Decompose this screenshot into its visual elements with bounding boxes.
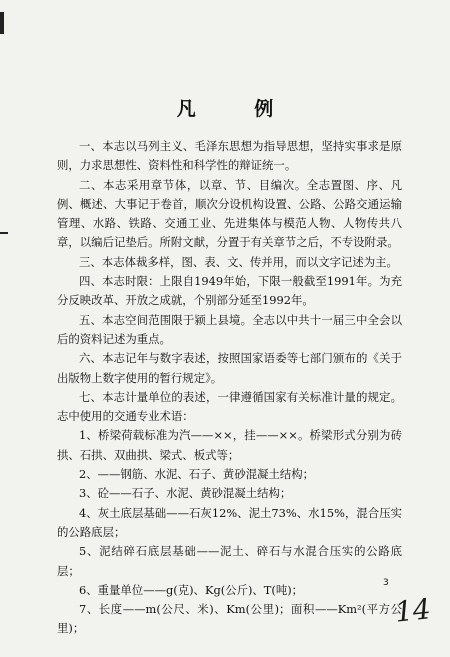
paragraph-3: 三、本志体裁多样，图、表、文、传并用，而以文字记述为主。 (79, 254, 398, 269)
list-item-1: 1、桥梁荷载标准为汽——××，挂——××。桥梁形式分别为砖拱、石拱、双曲拱、梁式、板式等； (57, 428, 402, 462)
paragraph-1: 一、本志以马列主义、毛泽东思想为指导思想，坚持实事求是原则，力求思想性、资料性和科学性的辩证统一。 (57, 139, 402, 173)
page-title: 凡 例 (176, 98, 300, 120)
list-item-4: 4、灰土底层基础——石灰12%、泥土73%、水15%，混合压实的公路底层； (57, 505, 402, 539)
handwritten-page-number: 14 (393, 592, 433, 629)
scan-binding-mark (0, 232, 8, 234)
scan-edge-mark (0, 12, 4, 34)
paragraph-6: 六、本志记年与数字表述，按照国家语委等七部门颁布的《关于出版物上数字使用的暂行规定》。 (57, 351, 402, 385)
body-text (57, 137, 402, 639)
list-item-2: 2、——钢筋、水泥、石子、黄砂混凝土结构； (79, 467, 315, 482)
list-item-6: 6、重量单位——g(克)、Kg(公斤)、T(吨)； (79, 582, 304, 597)
list-item-7: 7、长度——m(公尺、米)、Km(公里)；面积——Km²(平方公里)； (57, 602, 402, 636)
list-item-5: 5、泥结碎石底层基础——泥土、碎石与水混合压实的公路底层； (57, 544, 402, 578)
paragraph-4: 四、本志时限：上限自1949年始，下限一般截至1991年。为充分反映改革、开放之成就，个别部分延至1992年。 (57, 274, 402, 308)
list-item-3: 3、砼——石子、水泥、黄砂混凝土结构； (79, 486, 292, 501)
paragraph-5: 五、本志空间范围限于颍上县境。全志以中共十一届三中全会以后的资料记述为重点。 (57, 312, 402, 346)
page-number: 3 (383, 578, 389, 588)
paragraph-7: 七、本志计量单位的表述，一律遵循国家有关标准计量的规定。志中使用的交通专业术语： (57, 389, 402, 424)
paragraph-2: 二、本志采用章节体，以章、节、目编次。全志置图、序、凡例、概述、大事记于卷首，顺次分设机构设置、公路、公路交通运输管理、水路、铁路、交通工业、先进集体与模范人物、人物传共八章，以编后记垫后。所附文献，分置于有关章节之后，不专设附录。 (57, 177, 402, 250)
